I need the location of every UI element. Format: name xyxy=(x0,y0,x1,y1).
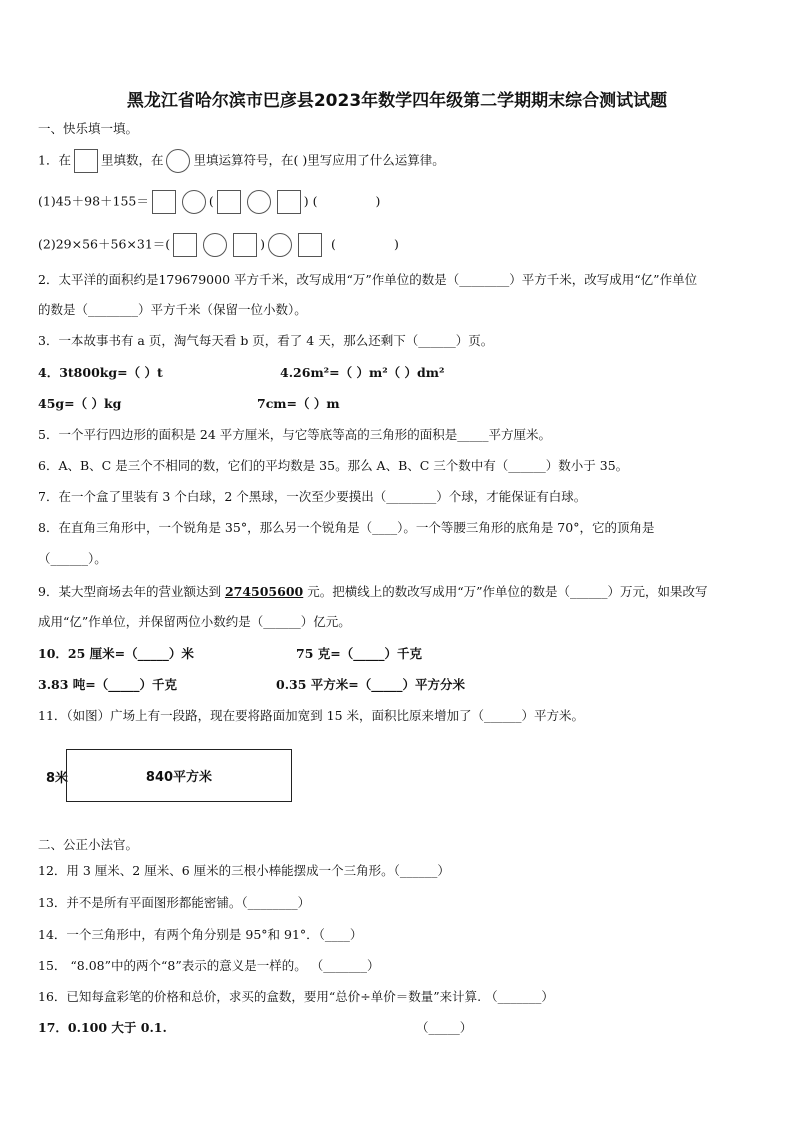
road-rectangle-figure xyxy=(66,749,292,802)
q1a-paren-close: ) xyxy=(375,193,381,209)
q1b-paren-open2: ( xyxy=(331,236,336,252)
question-10-c: 3.83 吨=（_____）千克 xyxy=(38,677,178,692)
answer-circle xyxy=(268,233,292,257)
q1a-expression: (1)45＋98＋155＝ xyxy=(38,193,149,209)
question-4-a: 4．3t800kg=（ ）t xyxy=(38,365,163,380)
answer-box xyxy=(233,233,257,257)
answer-circle xyxy=(166,149,190,173)
answer-box xyxy=(298,233,322,257)
answer-box xyxy=(74,149,98,173)
q1b-paren-close2: ) xyxy=(393,236,399,252)
q1-text-part1: 1．在 xyxy=(38,152,71,168)
answer-circle xyxy=(182,190,206,214)
question-4-b: 4.26m²=（ ）m²（ ）dm² xyxy=(280,365,445,380)
question-17-answer: （_____） xyxy=(416,1020,473,1035)
question-10-d: 0.35 平方米=（_____）平方分米 xyxy=(276,677,466,692)
question-1b xyxy=(38,233,399,257)
q1b-expression: (2)29×56＋56×31＝( xyxy=(38,236,171,252)
question-9-line-1 xyxy=(38,583,707,601)
q9-text-part2: 元。把横线上的数改写成用“万”作单位的数是（______）万元，如果改写 xyxy=(303,584,708,599)
answer-box xyxy=(152,190,176,214)
document-title: 黑龙江省哈尔滨市巴彦县2023年数学四年级第二学期期末综合测试试题 xyxy=(126,91,668,111)
question-4-c: 45g=（ ）kg xyxy=(38,396,122,411)
figure-width-label: 8米 xyxy=(46,771,69,786)
question-2-line-1: 2．太平洋的面积约是179679000 平方千米，改写成用“万”作单位的数是（________）平方千米，改写成用“亿”作单位 xyxy=(38,272,698,287)
q1-text-part3: 里填运算符号，在( )里写应用了什么运算律。 xyxy=(193,152,445,168)
question-11: 11．（如图）广场上有一段路，现在要将路面加宽到 15 米，面积比原来增加了（______）平方米。 xyxy=(38,708,585,723)
question-14: 14．一个三角形中，有两个角分别是 95°和 91°．（____） xyxy=(38,927,363,942)
question-10-a: 10．25 厘米=（_____）米 xyxy=(38,646,194,661)
question-8-line-1: 8．在直角三角形中，一个锐角是 35°，那么另一个锐角是（____）。一个等腰三角形的底角是 70°，它的顶角是 xyxy=(38,520,655,535)
question-12: 12．用 3 厘米、2 厘米、6 厘米的三根小棒能摆成一个三角形。（______） xyxy=(38,863,450,878)
question-16: 16．已知每盒彩笔的价格和总价，求买的盒数，要用“总价÷单价＝数量”来计算. （_______） xyxy=(38,989,554,1004)
question-10-b: 75 克=（_____）千克 xyxy=(296,646,422,661)
question-8-line-2: （______）。 xyxy=(38,551,107,566)
section-2-heading: 二、公正小法官。 xyxy=(38,837,139,852)
question-1 xyxy=(38,149,445,173)
question-15: 15． “8.08”中的两个“8”表示的意义是一样的。 （_______） xyxy=(38,958,380,973)
answer-box xyxy=(217,190,241,214)
question-9-line-2: 成用“亿”作单位，并保留两位小数约是（______）亿元。 xyxy=(38,614,351,629)
figure-area-label: 840平方米 xyxy=(145,770,213,785)
answer-box xyxy=(277,190,301,214)
question-5: 5．一个平行四边形的面积是 24 平方厘米，与它等底等高的三角形的面积是_____平方厘米。 xyxy=(38,427,552,442)
question-1a xyxy=(38,190,380,214)
answer-circle xyxy=(203,233,227,257)
answer-box xyxy=(173,233,197,257)
q1a-paren-middle: ) ( xyxy=(303,193,318,209)
question-7: 7．在一个盒了里装有 3 个白球，2 个黑球，一次至少要摸出（________）个球，才能保证有白球。 xyxy=(38,489,587,504)
question-6: 6．A、B、C 是三个不相同的数，它们的平均数是 35。那么 A、B、C 三个数中有（______）数小于 35。 xyxy=(38,458,629,473)
question-17: 17．0.100 大于 0.1. xyxy=(38,1020,167,1035)
q9-underlined-number: 274505600 xyxy=(224,584,304,599)
q1-text-part2: 里填数，在 xyxy=(100,152,164,168)
question-4-d: 7cm=（ ）m xyxy=(257,396,340,411)
question-13: 13．并不是所有平面图形都能密铺。（________） xyxy=(38,895,311,910)
section-1-heading: 一、快乐填一填。 xyxy=(38,121,139,136)
q9-text-part1: 9．某大型商场去年的营业额达到 xyxy=(38,584,225,599)
q1b-paren-close: ) xyxy=(260,236,266,252)
answer-circle xyxy=(247,190,271,214)
question-3: 3．一本故事书有 a 页，淘气每天看 b 页，看了 4 天，那么还剩下（______）页。 xyxy=(38,333,494,348)
q1a-paren-open: ( xyxy=(208,193,214,209)
question-2-line-2: 的数是（________）平方千米（保留一位小数）。 xyxy=(38,302,307,317)
